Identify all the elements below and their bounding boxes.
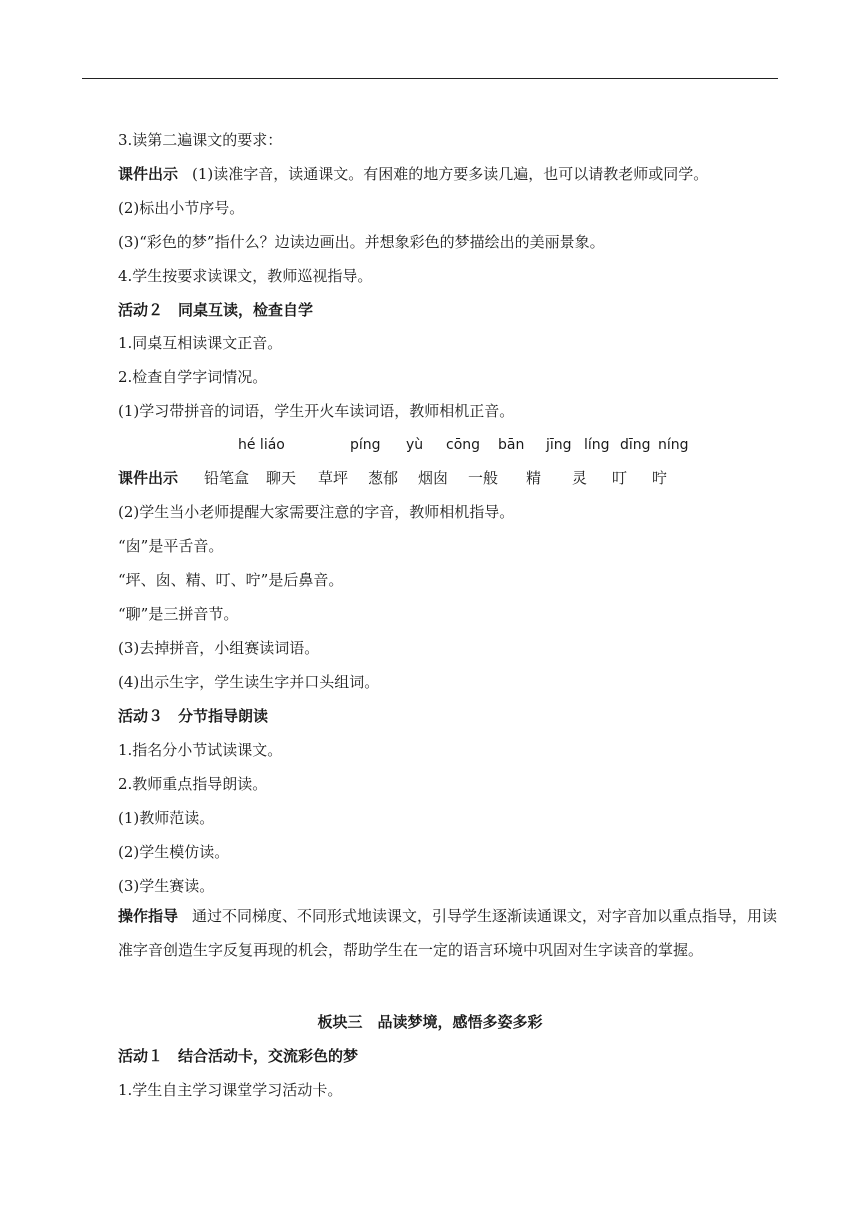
line-7: 1.同桌互相读课文正音。 — [118, 334, 283, 352]
line-5: 4.学生按要求读课文，教师巡视指导。 — [118, 267, 373, 285]
courseware-label: 课件出示 — [118, 165, 179, 183]
word-item: 叮 — [612, 469, 628, 487]
line-14: “坪、囱、精、叮、咛”是后鼻音。 — [118, 571, 344, 589]
activity-2-heading: 活动２ 同桌互读，检查自学 — [118, 301, 314, 319]
line-4: (3)“彩色的梦”指什么？边读边画出。并想象彩色的梦描绘出的美丽景象。 — [118, 233, 605, 251]
pinyin-item: píng — [350, 437, 381, 453]
pinyin-item: jīng — [546, 437, 572, 453]
guide-label: 操作指导 — [118, 907, 179, 925]
word-item: 咛 — [652, 469, 668, 487]
pinyin-item: yù — [406, 437, 424, 453]
word-item: 灵 — [572, 469, 588, 487]
guide-text: 通过不同梯度、不同形式地读课文，引导学生逐渐读通课文，对字音加以重点指导，用读准字音创造生字反复再现的机会，帮助学生在一定的语言环境中巩固对生字读音的掌握。 — [118, 907, 778, 959]
line-13: “囱”是平舌音。 — [118, 537, 224, 555]
word-item: 一般 — [468, 469, 499, 487]
pinyin-item: níng — [658, 437, 689, 453]
line-16: (3)去掉拼音，小组赛读词语。 — [118, 639, 320, 657]
word-item: 聊天 — [266, 469, 297, 487]
section-3-title: 板块三 品读梦境，感悟多姿多彩 — [317, 1013, 543, 1031]
pinyin-item: dīng — [620, 437, 651, 453]
line-28: 1.学生自主学习课堂学习活动卡。 — [118, 1081, 343, 1099]
word-item: 烟囱 — [418, 469, 449, 487]
courseware-label: 课件出示 — [118, 469, 179, 487]
line-3: (2)标出小节序号。 — [118, 199, 245, 217]
line-19: 1.指名分小节试读课文。 — [118, 741, 283, 759]
line-20: 2.教师重点指导朗读。 — [118, 775, 268, 793]
word-item: 铅笔盒 — [204, 469, 250, 487]
word-item: 葱郁 — [368, 469, 399, 487]
activity-1-heading: 活动１ 结合活动卡，交流彩色的梦 — [118, 1047, 359, 1065]
pinyin-item: bān — [498, 437, 525, 453]
word-item: 精 — [526, 469, 542, 487]
header-rule — [82, 78, 778, 79]
line-12: (2)学生当小老师提醒大家需要注意的字音，教师相机指导。 — [118, 503, 515, 521]
line-22: (2)学生模仿读。 — [118, 843, 230, 861]
line-23: (3)学生赛读。 — [118, 877, 215, 895]
pinyin-item: cōng — [446, 437, 481, 453]
courseware-text: (1)读准字音，读通课文。有困难的地方要多读几遍，也可以请教老师或同学。 — [192, 165, 709, 183]
pinyin-row — [238, 435, 698, 455]
line-2 — [118, 164, 708, 184]
line-9: (1)学习带拼音的词语，学生开火车读词语，教师相机正音。 — [118, 402, 515, 420]
line-17: (4)出示生字，学生读生字并口头组词。 — [118, 673, 380, 691]
line-15: “聊”是三拼音节。 — [118, 605, 239, 623]
pinyin-item: hé liáo — [238, 437, 285, 453]
word-item: 草坪 — [318, 469, 349, 487]
line-1: 3.读第二遍课文的要求： — [118, 131, 283, 149]
activity-3-heading: 活动３ 分节指导朗读 — [118, 707, 269, 725]
word-row — [118, 468, 672, 488]
line-21: (1)教师范读。 — [118, 809, 215, 827]
line-8: 2.检查自学字词情况。 — [118, 368, 268, 386]
operation-guide-paragraph — [118, 900, 778, 967]
pinyin-item: líng — [584, 437, 610, 453]
